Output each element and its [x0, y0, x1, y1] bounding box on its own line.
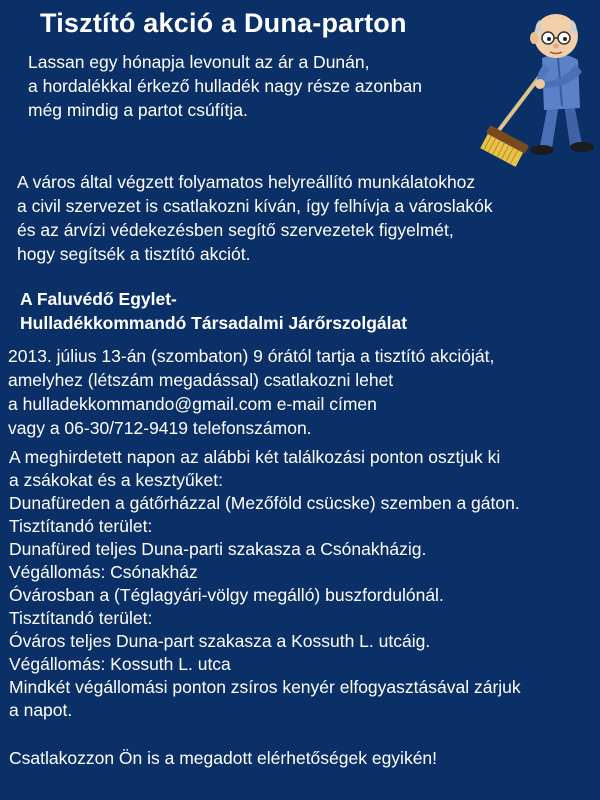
sweeping-man-icon: [478, 6, 600, 170]
text-line: Lassan egy hónapja levonult az ár a Dunán,: [28, 52, 370, 72]
text-line: a hordalékkal érkező hulladék nagy része azonban: [28, 76, 423, 96]
closing-line: Csatlakozzon Ön is a megadott elérhetőségek egyikén!: [9, 748, 438, 768]
meeting-points-paragraph: [9, 446, 521, 722]
text-line: Óvárosban a (Téglagyári-völgy megálló) buszfordulónál.: [9, 585, 444, 605]
text-line: Tisztítandó terület:: [9, 516, 153, 536]
text-line: Tisztítandó terület:: [9, 608, 153, 628]
text-line: és az árvízi védekezésben segítő szervezetek figyelmét,: [17, 220, 454, 240]
text-line: A város által végzett folyamatos helyreállító munkálatokhoz: [17, 172, 476, 192]
text-line: Végállomás: Csónakház: [9, 562, 198, 582]
organizer-name: A Faluvédő Egylet-: [20, 289, 177, 309]
text-line: a civil szervezet is csatlakozni kíván, így felhívja a városlakók: [17, 196, 493, 216]
text-line: hogy segítsék a tisztító akciót.: [17, 244, 251, 264]
organizers-block: [20, 287, 407, 335]
text-line: A meghirdetett napon az alábbi két találkozási ponton osztjuk ki: [9, 447, 501, 467]
text-line: még mindig a partot csúfítja.: [28, 100, 248, 120]
text-line: 2013. július 13-án (szombaton) 9 órától tartja a tisztító akcióját,: [8, 346, 495, 366]
text-line: Óváros teljes Duna-part szakasza a Kossuth L. utcáig.: [9, 631, 431, 651]
contact-phone-line: vagy a 06-30/712-9419 telefonszámon.: [8, 418, 312, 438]
text-line: a zsákokat és a kesztyűket:: [9, 470, 223, 490]
organizer-name: Hulladékkommandó Társadalmi Járőrszolgálat: [20, 313, 408, 333]
page-title: Tisztító akció a Duna-parton: [40, 8, 407, 38]
text-line: amelyhez (létszám megadással) csatlakozni lehet: [8, 370, 394, 390]
text-line: a napot.: [9, 700, 73, 720]
cooperation-paragraph: [17, 170, 493, 266]
text-line: Dunafüreden a gátőrházzal (Mezőföld csücske) szemben a gáton.: [9, 493, 520, 513]
text-line: Mindkét végállomási ponton zsíros kenyér elfogyasztásával zárjuk: [9, 677, 521, 697]
text-line: Végállomás: Kossuth L. utca: [9, 654, 231, 674]
contact-email-line: a hulladekkommando@gmail.com e-mail címen: [8, 394, 377, 414]
event-details-paragraph: [8, 344, 494, 440]
text-line: Dunafüred teljes Duna-parti szakasza a Csónakházig.: [9, 539, 427, 559]
intro-paragraph: [28, 50, 422, 122]
